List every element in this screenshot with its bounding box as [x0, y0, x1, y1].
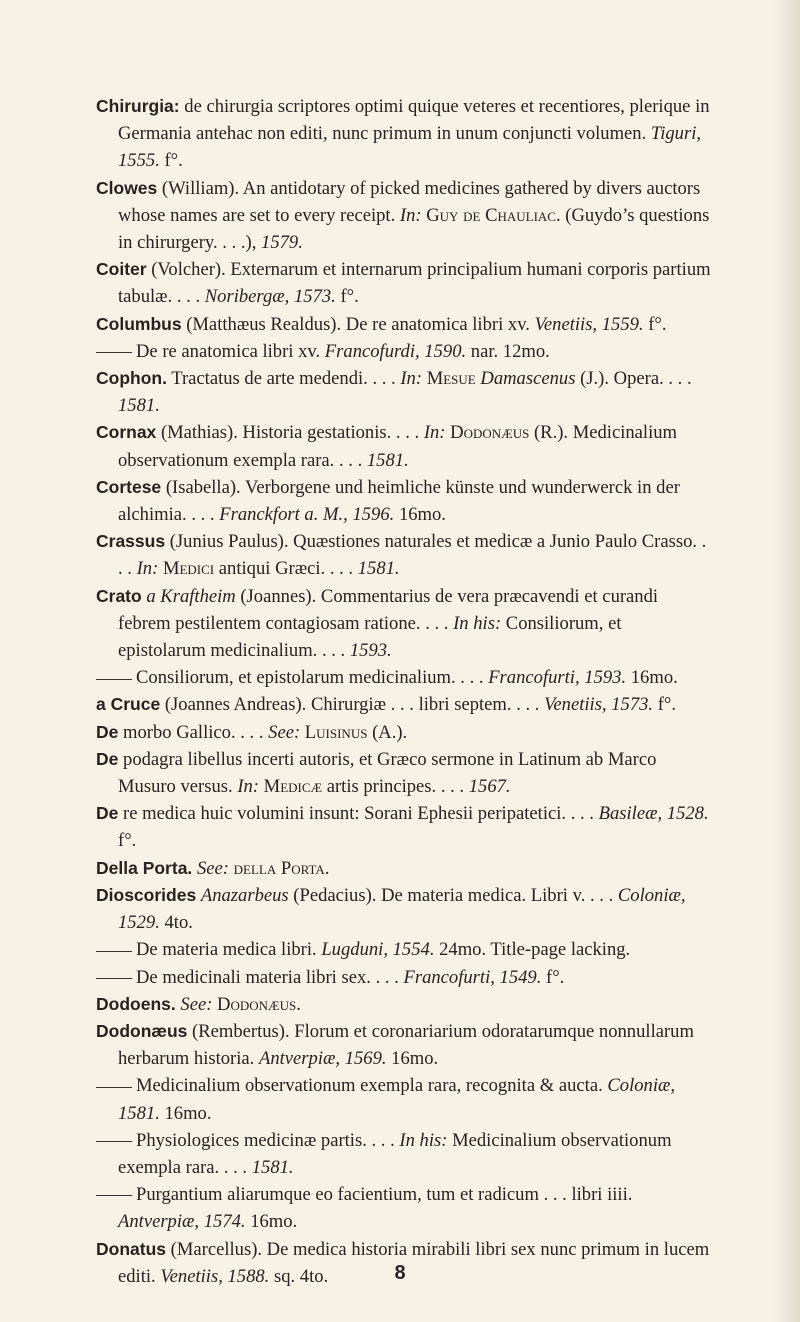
- page-edge-shadow: [774, 0, 800, 1322]
- italic-text: Francofurdi, 1590.: [324, 340, 467, 362]
- small-caps-name: Mesue: [426, 368, 476, 390]
- entry-text: (J.). Opera. . . .: [575, 368, 692, 390]
- entry-heading: Crato: [96, 585, 142, 606]
- italic-text: Basileæ, 1528.: [598, 803, 709, 825]
- entry-text: f°.: [159, 150, 183, 172]
- italic-text: Coloniæ, 1529.: [118, 884, 686, 934]
- entry-heading: Della Porta.: [96, 857, 193, 878]
- entry-text: De medicinali materia libri sex. . . .: [136, 966, 404, 988]
- italic-text: In:: [136, 558, 159, 580]
- entry-heading: Donatus: [96, 1238, 166, 1259]
- catalogue-entry: [96, 175, 712, 257]
- italic-text: Damascenus: [480, 368, 576, 390]
- italic-text: 1581.: [118, 395, 160, 417]
- italic-text: 1579.: [261, 232, 303, 254]
- catalogue-entry: [96, 691, 712, 718]
- entry-text: f°.: [653, 694, 676, 716]
- entry-text: (R.). Medicinalium observationum exempla rara. . . .: [118, 422, 678, 471]
- entry-heading: De: [96, 721, 119, 742]
- entry-text: (Rembertus). Florum et coronariarium odoratarumque nonnullarum herbarum historia.: [118, 1020, 694, 1070]
- entry-heading: Cornax: [96, 422, 157, 443]
- italic-text: In:: [399, 204, 422, 226]
- entry-text: (Isabella). Verborgene und heimliche künste und wunderwerck in der alchimia. . . .: [118, 476, 680, 526]
- entry-text: f°.: [541, 966, 565, 988]
- entry-text: De materia medica libri.: [136, 939, 322, 961]
- entry-text: podagra libellus incerti autoris, et Græco sermone in Latinum ab Marco Musuro versus.: [118, 748, 657, 798]
- catalogue-page: [96, 93, 712, 1290]
- italic-text: Venetiis, 1588.: [160, 1265, 270, 1287]
- small-caps-name: Dodonæus: [217, 993, 297, 1015]
- small-caps-name: Dodonæus: [450, 422, 530, 444]
- entry-text: De re anatomica libri xv.: [136, 340, 325, 362]
- ditto-dash: [96, 1195, 132, 1196]
- catalogue-entry: [96, 882, 712, 936]
- catalogue-entry: [96, 1181, 712, 1235]
- catalogue-entry: [96, 1018, 712, 1072]
- italic-text: Franckfort a. M., 1596.: [219, 504, 395, 526]
- entry-heading: Crassus: [96, 531, 166, 552]
- entry-text: 16mo.: [394, 504, 446, 526]
- entry-text: (Joannes). Commentarius de vera præcavendi et curandi febrem pestilentem contagiosam ratione. . . .: [118, 585, 659, 634]
- italic-text: a Kraftheim: [146, 585, 236, 607]
- entry-text: Tractatus de arte medendi. . . .: [166, 368, 401, 390]
- italic-text: Antverpiæ, 1574.: [118, 1211, 246, 1233]
- entry-text: nar. 12mo.: [466, 340, 550, 362]
- entry-text: de chirurgia scriptores optimi quique veteres et recentiores, plerique in Germania antehac non editi, nunc primum in unum conjuncti volumen.: [118, 96, 710, 145]
- catalogue-entry: [96, 528, 712, 582]
- entry-heading: Coiter: [96, 259, 147, 280]
- entry-heading: Dodoens.: [96, 993, 176, 1014]
- entry-text: .: [296, 993, 301, 1015]
- entry-text: .: [324, 857, 330, 879]
- italic-text: Antverpiæ, 1569.: [258, 1048, 387, 1070]
- entry-text: artis principes. . . .: [322, 776, 469, 798]
- italic-text: Venetiis, 1573.: [544, 694, 654, 716]
- catalogue-entry: [96, 93, 712, 175]
- entry-text: Consiliorum, et epistolarum medicinalium. . . .: [118, 612, 622, 662]
- italic-text: In his:: [453, 612, 502, 634]
- entry-heading: De: [96, 803, 119, 824]
- ditto-dash: [96, 978, 132, 979]
- entry-text: (William). An antidotary of picked medicines gathered by divers auctors whose names are set to every receipt.: [118, 177, 701, 226]
- catalogue-entry: [96, 991, 712, 1018]
- small-caps-name: della Porta: [233, 857, 325, 879]
- italic-text: 1581.: [357, 558, 400, 580]
- italic-text: See:: [180, 993, 213, 1015]
- small-caps-name: Guy de Chauliac: [426, 204, 556, 226]
- catalogue-entry: [96, 964, 712, 991]
- italic-text: In:: [400, 368, 423, 390]
- catalogue-entry: [96, 664, 712, 691]
- entry-text: 4to.: [159, 912, 193, 934]
- italic-text: 1581.: [251, 1156, 294, 1178]
- italic-text: Coloniæ, 1581.: [118, 1075, 676, 1124]
- catalogue-entry: [96, 583, 712, 665]
- entry-text: (A.).: [367, 721, 408, 743]
- entry-text: 16mo.: [626, 667, 678, 689]
- italic-text: See:: [196, 857, 229, 879]
- entry-text: (Joannes Andreas). Chirurgiæ . . . libri septem. . . .: [160, 694, 545, 716]
- italic-text: In his:: [399, 1129, 448, 1151]
- italic-text: Venetiis, 1559.: [534, 313, 644, 335]
- catalogue-entry: [96, 936, 712, 963]
- entry-heading: De: [96, 748, 119, 769]
- italic-text: Lugduni, 1554.: [321, 939, 435, 961]
- catalogue-entry: [96, 746, 712, 800]
- entry-text: (Matthæus Realdus). De re anatomica libri xv.: [181, 313, 535, 335]
- entry-text: sq. 4to.: [269, 1265, 329, 1287]
- italic-text: Noribergæ, 1573.: [204, 286, 336, 308]
- entry-heading: Clowes: [96, 177, 158, 198]
- entry-text: re medica huic volumini insunt: Sorani Ephesii peripatetici. . . .: [118, 803, 599, 825]
- entry-text: 24mo. Title-page lacking.: [434, 939, 631, 961]
- entry-text: Physiologices medicinæ partis. . . .: [136, 1129, 400, 1151]
- entry-text: 16mo.: [159, 1102, 212, 1124]
- entry-heading: Dioscorides: [96, 884, 197, 905]
- entry-text: (Junius Paulus). Quæstiones naturales et medicæ a Junio Paulo Crasso. . . .: [118, 531, 707, 580]
- entry-heading: a Cruce: [96, 694, 161, 715]
- italic-text: Francofurti, 1549.: [403, 966, 542, 988]
- italic-text: Tiguri, 1555.: [118, 123, 702, 172]
- catalogue-entry: [96, 474, 712, 528]
- ditto-dash: [96, 679, 132, 680]
- entry-text: (Marcellus). De medica historia mirabili libri sex nunc primum in lucem editi.: [118, 1238, 710, 1287]
- catalogue-entry: [96, 1127, 712, 1181]
- small-caps-name: Medicæ: [263, 776, 323, 798]
- entry-text: morbo Gallico. . . .: [118, 721, 269, 743]
- entry-text: (Pedacius). De materia medica. Libri v. . . .: [288, 884, 618, 906]
- page-number: 8: [394, 1262, 406, 1284]
- small-caps-name: Luisinus: [304, 721, 368, 743]
- italic-text: Anazarbeus: [200, 884, 289, 906]
- catalogue-entry: [96, 719, 712, 746]
- entry-text: Medicinalium observationum exempla rara, recognita & aucta.: [136, 1075, 608, 1097]
- entry-text: 16mo.: [245, 1211, 298, 1233]
- entry-heading: Chirurgia:: [96, 96, 180, 116]
- entry-text: 16mo.: [386, 1048, 439, 1070]
- catalogue-entry: [96, 311, 712, 338]
- entry-text: Medicinalium observationum exempla rara. . . .: [118, 1129, 672, 1178]
- entry-heading: Columbus: [96, 313, 182, 334]
- italic-text: 1593.: [349, 640, 392, 662]
- entry-text: (Volcher). Externarum et internarum principalium humani corporis partium tabulæ. . . .: [118, 259, 711, 308]
- italic-text: 1581.: [366, 449, 409, 471]
- entry-text: Consiliorum, et epistolarum medicinalium. . . .: [136, 667, 489, 689]
- catalogue-entry: [96, 855, 712, 882]
- ditto-dash: [96, 352, 132, 353]
- entry-text: antiqui Græci. . . .: [214, 558, 358, 580]
- italic-text: In:: [237, 776, 259, 798]
- entry-heading: Cophon.: [96, 368, 167, 389]
- entry-text: f°.: [643, 313, 667, 335]
- entry-text: f°.: [335, 286, 359, 308]
- ditto-dash: [96, 951, 132, 952]
- italic-text: In:: [423, 422, 446, 444]
- small-caps-name: Medici: [162, 558, 215, 580]
- ditto-dash: [96, 1087, 132, 1088]
- entry-heading: Cortese: [96, 476, 162, 497]
- catalogue-entry: [96, 419, 712, 473]
- entry-text: . (Guydo’s questions in chirurgery. . . .),: [118, 204, 710, 254]
- ditto-dash: [96, 1141, 132, 1142]
- entry-text: f°.: [118, 830, 137, 852]
- entry-heading: Dodonæus: [96, 1020, 188, 1041]
- catalogue-entry: [96, 800, 712, 854]
- italic-text: 1567.: [468, 776, 511, 798]
- catalogue-entry: [96, 1072, 712, 1126]
- entry-text: Purgantium aliarumque eo facientium, tum et radicum . . . libri iiii.: [136, 1184, 633, 1206]
- entry-text: (Mathias). Historia gestationis. . . .: [156, 422, 424, 444]
- italic-text: Francofurti, 1593.: [488, 667, 627, 689]
- catalogue-entry: [96, 256, 712, 310]
- catalogue-entry: [96, 365, 712, 419]
- italic-text: See:: [268, 721, 301, 743]
- catalogue-entry: [96, 338, 712, 365]
